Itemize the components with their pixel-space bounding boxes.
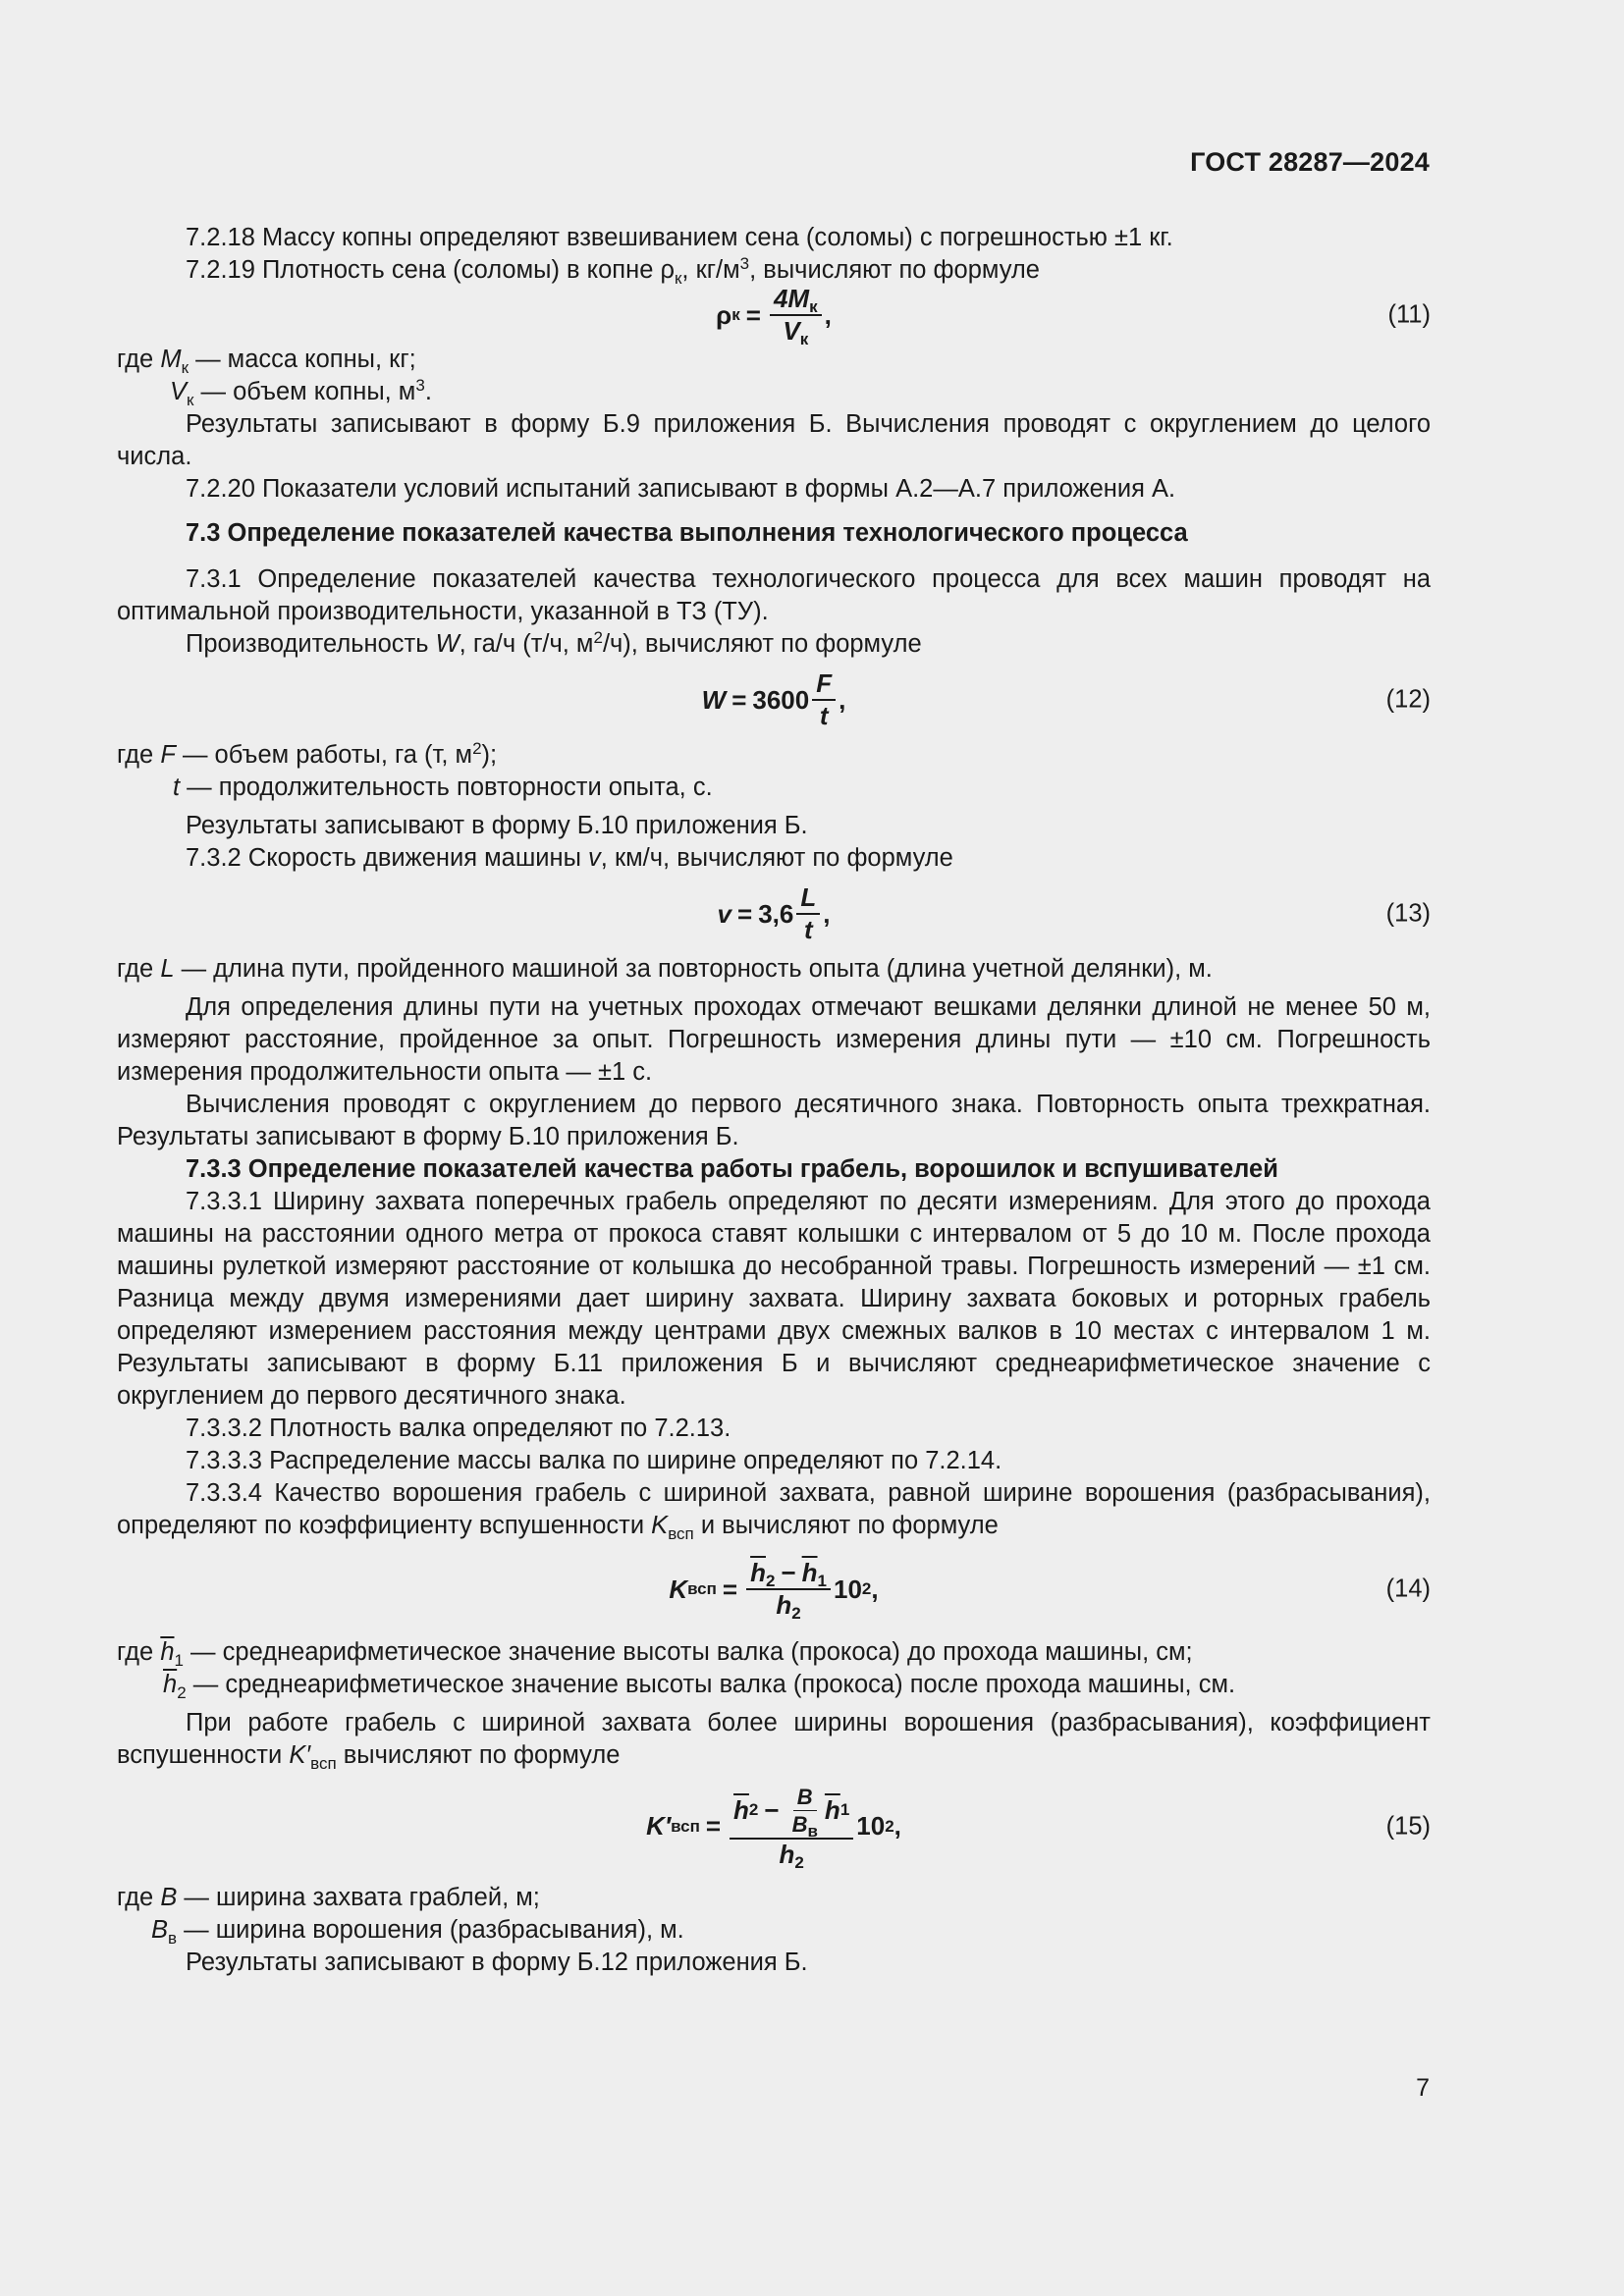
paragraph-7-3-1: 7.3.1 Определение показателей качества технологического процесса для всех машин проводят на оптимальной производительности, указанной в ТЗ (ТУ). xyxy=(117,565,1431,625)
formula-11: ρ к = $\frac{4Mк}{Vк}$ , (11) xyxy=(716,283,1431,348)
equation-number-15: (15) xyxy=(1385,1812,1431,1841)
equation-number-14: (14) xyxy=(1385,1575,1431,1603)
where-clause-13-length: где L — длина пути, пройденного машиной за повторность опыта (длина учетной делянки), м. xyxy=(117,955,1213,983)
equation-number-12: (12) xyxy=(1385,685,1431,714)
where-clause-14-h2: $\overline{h}_2$ — среднеарифметическое значение высоты валка (прокоса) после прохода машины, см. xyxy=(163,1671,1236,1702)
where-clause-14-h1: где $\overline{h}_1$ — среднеарифметическое значение высоты валка (прокоса) до прохода машины, см; xyxy=(117,1638,1193,1670)
paragraph-7-2-18: 7.2.18 Массу копны определяют взвешиванием сена (соломы) с погрешностью ±1 кг. xyxy=(186,224,1173,251)
heading-7-3: 7.3 Определение показателей качества выполнения технологического процесса xyxy=(186,519,1188,547)
where-clause-12-volume: где F — объем работы, га (т, $м^2$); xyxy=(117,739,498,769)
paragraph-results-b9: Результаты записывают в форму Б.9 приложения Б. Вычисления проводят с округлением до целого числа. xyxy=(117,410,1431,470)
where-clause-15-width: где B — ширина захвата граблей, м; xyxy=(117,1884,540,1911)
paragraph-rounding: Вычисления проводят с округлением до первого десятичного знака. Повторность опыта трехкратная. Результаты записывают в форму Б.10 приложения Б. xyxy=(117,1091,1431,1150)
paragraph-7-2-20: 7.2.20 Показатели условий испытаний записывают в формы А.2—А.7 приложения А. xyxy=(186,475,1176,503)
paragraph-7-3-3-2: 7.3.3.2 Плотность валка определяют по 7.2.13. xyxy=(186,1415,731,1442)
paragraph-productivity: Производительность W, га/ч (т/ч, $м^2/ч$), вычисляют по формуле xyxy=(186,628,922,658)
paragraph-7-3-3-4: 7.3.3.4 Качество ворошения грабель с шириной захвата, равной ширине ворошения (разбрасывания), определяют по коэффициенту вспушенности $K_{всп}$ и вычисляют по формуле xyxy=(117,1479,1431,1543)
paragraph-7-3-3-3: 7.3.3.3 Распределение массы валка по ширине определяют по 7.2.14. xyxy=(186,1447,1002,1474)
page-number: 7 xyxy=(1416,2074,1430,2102)
heading-7-3-3: 7.3.3 Определение показателей качества работы грабель, ворошилок и вспушивателей xyxy=(186,1155,1278,1183)
formula-14: K всп = $\frac{\overline{h}2 - \overline{h}1}{\overline{h}2}$ 10 2 , (14) xyxy=(669,1557,1431,1623)
document-code: ГОСТ 28287—2024 xyxy=(1190,147,1430,177)
paragraph-results-b10: Результаты записывают в форму Б.10 приложения Б. xyxy=(186,812,808,839)
paragraph-7-3-3-1: 7.3.3.1 Ширину захвата поперечных грабель определяют по десяти измерениям. Для этого до прохода машины на расстоянии одного метра от прокоса ставят колышки с интервалом от 5 до 10 м. После прохода машины рулеткой измеряют расстояние от колышка до несобранной травы. Погрешность измерений — ±1 см. Разница между двумя измерениями дает ширину захвата. Ширину захвата боковых и роторных грабель определяют измерением расстояния между центрами двух смежных валков в 10 местах с интервалом 1 м. Результаты записывают в форму Б.11 приложения Б и вычисляют среднеарифметическое значение с округлением до первого десятичного знака. xyxy=(117,1188,1431,1410)
paragraph-results-b12: Результаты записывают в форму Б.12 приложения Б. xyxy=(186,1949,808,1976)
where-clause-11-volume: $V_к$ — объем копны, $м^3$. xyxy=(170,376,432,409)
where-clause-11-mass: где $M_к$ — масса копны, кг; xyxy=(117,346,416,377)
paragraph-path-length: Для определения длины пути на учетных проходах отмечают вешками делянки длиной не менее 50 м, измеряют расстояние, пройденное за опыт. Погрешность измерения длины пути — ±10 см. Погрешность измерения продолжительности опыта — ±1 с. xyxy=(117,993,1431,1086)
formula-12: W = 3600 $\frac{F}{t}$ , (12) xyxy=(701,667,1431,730)
formula-13: v = 3,6 $\frac{L}{t}$ , (13) xyxy=(717,881,1431,944)
where-clause-12-time: t — продолжительность повторности опыта, с. xyxy=(173,774,713,801)
equation-number-11: (11) xyxy=(1387,300,1431,329)
paragraph-7-3-2: 7.3.2 Скорость движения машины v, км/ч, вычисляют по формуле xyxy=(186,844,953,872)
formula-15: K′ всп = $\overline{h}$ 2 − $\frac{B}{B_в}$ $\overline{h}$ 1 $\overline{h}2$ 10 2 , (15) xyxy=(646,1784,1431,1872)
equation-number-13: (13) xyxy=(1385,899,1431,928)
paragraph-7-2-19: 7.2.19 Плотность сена (соломы) в копне $\rho_к$, $кг/м^3$, вычисляют по формуле xyxy=(186,254,1040,288)
document-body xyxy=(117,222,1431,1979)
paragraph-wide-rake: При работе грабель с шириной захвата более ширины ворошения (разбрасывания), коэффициент вспушенности $K'_{всп}$ вычисляют по формуле xyxy=(117,1709,1431,1773)
where-clause-15-tedding-width: $B_в$ — ширина ворошения (разбрасывания), м. xyxy=(151,1916,684,1948)
